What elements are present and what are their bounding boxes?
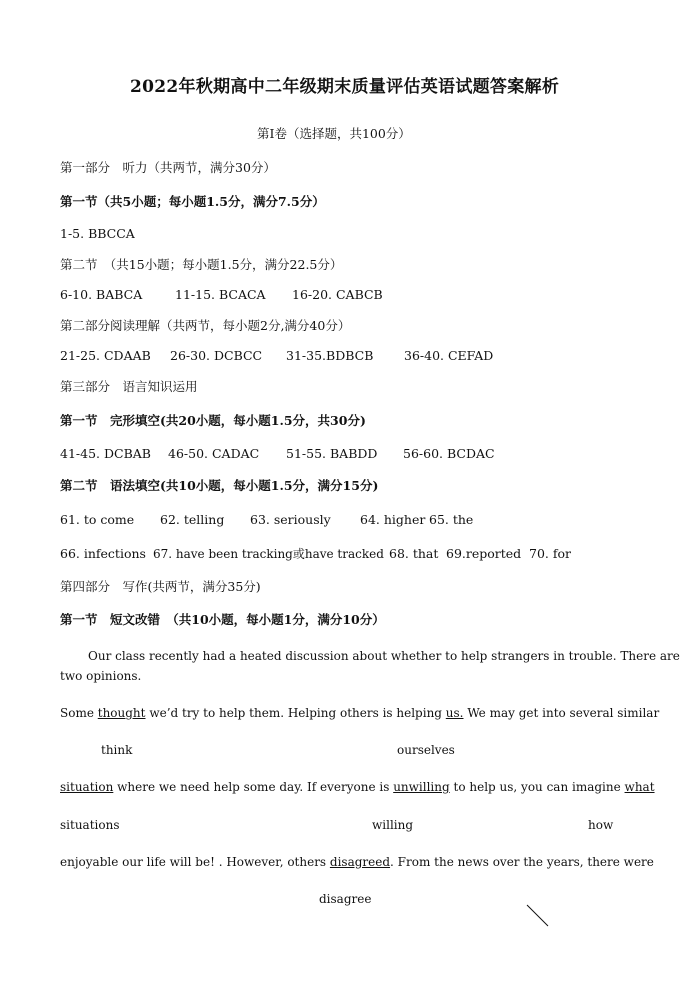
correction-think: think	[101, 743, 133, 757]
answer-62: 62. telling	[160, 512, 225, 527]
passage-line-2: two opinions.	[60, 669, 142, 683]
correction-ourselves: ourselves	[397, 743, 455, 757]
answer-36-40: 36-40. CEFAD	[404, 348, 494, 363]
part3-sec2-heading: 第二节 语法填空(共10小题，每小题1.5分，满分15分)	[60, 478, 379, 493]
answer-69: 69.reported	[446, 546, 522, 561]
correction-disagree: disagree	[319, 892, 372, 906]
answer-70: 70. for	[529, 546, 571, 561]
correction-how: how	[588, 818, 614, 832]
error-word: thought	[97, 706, 146, 720]
answer-46-50: 46-50. CADAC	[168, 446, 260, 461]
error-word: what	[624, 780, 655, 794]
text: where we need help some day. If everyone is	[113, 780, 394, 794]
part1-sec2-heading: 第二节 （共15小题；每小题1.5分，满分22.5分）	[60, 257, 343, 272]
part1-heading: 第一部分 听力（共两节，满分30分）	[60, 160, 276, 175]
correction-situations: situations	[60, 818, 120, 832]
answer-63: 63. seriously	[250, 512, 331, 527]
answer-11-15: 11-15. BCACA	[175, 287, 266, 302]
part1-sec1-heading: 第一节（共5小题；每小题1.5分，满分7.5分）	[60, 194, 325, 209]
part4-sec1-heading: 第一节 短文改错 （共10小题，每小题1分，满分10分）	[60, 612, 385, 627]
answer-16-20: 16-20. CABCB	[292, 287, 383, 302]
error-word: situation	[60, 780, 114, 794]
text: enjoyable our life will be! . However, others	[60, 855, 330, 869]
answer-31-35: 31-35.BDBCB	[286, 348, 374, 363]
answer-21-25: 21-25. CDAAB	[60, 348, 151, 363]
volume-heading: 第Ⅰ卷（选择题，共100分）	[257, 126, 411, 141]
answer-64: 64. higher	[360, 512, 426, 527]
error-word: disagreed	[329, 855, 391, 869]
part3-heading: 第三部分 语言知识运用	[60, 379, 198, 394]
error-word: unwilling	[393, 780, 450, 794]
part4-heading: 第四部分 写作(共两节，满分35分)	[60, 579, 261, 594]
answer-56-60: 56-60. BCDAC	[403, 446, 495, 461]
passage-line-1: Our class recently had a heated discussion about whether to help strangers in trouble. There are	[88, 649, 680, 663]
deletion-slash-mark	[524, 902, 552, 930]
answer-65: 65. the	[429, 512, 474, 527]
answer-1-5: 1-5. BBCCA	[60, 226, 135, 241]
text: We may get into several similar	[463, 706, 660, 720]
answer-41-45: 41-45. DCBAB	[60, 446, 151, 461]
passage-line-5	[60, 854, 654, 870]
answer-6-10: 6-10. BABCA	[60, 287, 143, 302]
correction-willing: willing	[372, 818, 414, 832]
part2-heading: 第二部分阅读理解（共两节，每小题2分,满分40分）	[60, 318, 351, 333]
error-word: us.	[445, 706, 464, 720]
text: . From the news over the years, there were	[390, 855, 654, 869]
part3-sec1-heading: 第一节 完形填空(共20小题，每小题1.5分，共30分)	[60, 413, 366, 428]
text: to help us, you can imagine	[449, 780, 625, 794]
text: we’d try to help them. Helping others is helping	[145, 706, 446, 720]
passage-line-3	[60, 705, 659, 721]
answer-26-30: 26-30. DCBCC	[170, 348, 263, 363]
answer-51-55: 51-55. BABDD	[286, 446, 378, 461]
passage-line-4	[60, 779, 655, 795]
answer-68: 68. that	[389, 546, 439, 561]
answer-66: 66. infections	[60, 546, 146, 561]
page-title: 2022年秋期高中二年级期末质量评估英语试题答案解析	[130, 77, 560, 97]
answer-67: 67. have been tracking或have tracked	[153, 547, 384, 561]
answer-61: 61. to come	[60, 512, 135, 527]
text: Some	[60, 706, 98, 720]
